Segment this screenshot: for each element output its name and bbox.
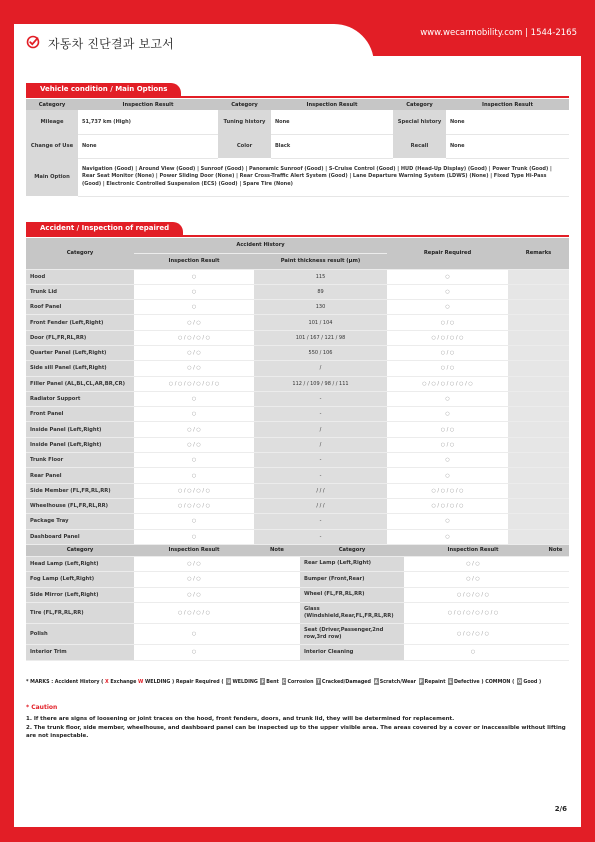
color-value: Black bbox=[271, 134, 393, 158]
accident-rows bbox=[26, 269, 569, 544]
table-row bbox=[26, 498, 569, 513]
remarks-cell bbox=[508, 453, 569, 468]
page-number: 2/6 bbox=[554, 805, 567, 813]
component-rows bbox=[26, 556, 569, 660]
inspection-result: ○ / ○ bbox=[404, 572, 542, 588]
part-label: Door (FL,FR,RL,RR) bbox=[26, 330, 134, 345]
remarks-cell bbox=[508, 391, 569, 406]
mark-a: A bbox=[374, 679, 378, 684]
component-label: Fog Lamp (Left,Right) bbox=[26, 572, 134, 588]
mark-a-label: Scratch/Wear bbox=[379, 680, 416, 685]
table-row bbox=[26, 284, 569, 299]
table-row bbox=[26, 391, 569, 406]
paint-thickness: - bbox=[254, 453, 387, 468]
accident-table bbox=[26, 238, 569, 545]
remarks-cell bbox=[508, 345, 569, 360]
component-label: Tire (FL,FR,RL,RR) bbox=[26, 603, 134, 624]
col-paint: Paint thickness result (μm) bbox=[254, 253, 387, 269]
part-label: Wheelhouse (FL,FR,RL,RR) bbox=[26, 498, 134, 513]
repair-required: ○ bbox=[387, 529, 508, 544]
paint-thickness: - bbox=[254, 407, 387, 422]
mark-o-label: Good ) bbox=[523, 680, 542, 685]
report-title: 자동차 진단결과 보고서 bbox=[48, 37, 174, 51]
paint-thickness: / bbox=[254, 361, 387, 376]
inspection-result: ○ / ○ / ○ / ○ bbox=[134, 483, 254, 498]
component-label: Polish bbox=[26, 624, 134, 645]
mark-t-label: Cracked/Damaged bbox=[321, 680, 371, 685]
part-label: Radiator Support bbox=[26, 391, 134, 406]
col-category: Category bbox=[26, 238, 134, 269]
inspection-result: ○ bbox=[134, 453, 254, 468]
table-row bbox=[26, 603, 569, 624]
part-label: Roof Panel bbox=[26, 300, 134, 315]
inspection-result: ○ / ○ bbox=[134, 315, 254, 330]
recall-value: None bbox=[446, 134, 569, 158]
note-cell bbox=[542, 572, 569, 588]
repair-required: ○ bbox=[387, 453, 508, 468]
paint-thickness: / bbox=[254, 437, 387, 452]
table-row bbox=[26, 514, 569, 529]
paint-thickness: - bbox=[254, 468, 387, 483]
component-label: Head Lamp (Left,Right) bbox=[26, 556, 134, 572]
inspection-result: ○ / ○ bbox=[134, 422, 254, 437]
part-label: Quarter Panel (Left,Right) bbox=[26, 345, 134, 360]
special-value: None bbox=[446, 110, 569, 134]
inspection-result: ○ / ○ bbox=[134, 587, 254, 603]
report-header bbox=[26, 34, 174, 53]
change-value: None bbox=[78, 134, 218, 158]
part-label: Filler Panel (AL,BL,CL,AR,BR,CR) bbox=[26, 376, 134, 391]
remarks-cell bbox=[508, 330, 569, 345]
col-result: Inspection Result bbox=[78, 99, 218, 110]
inspection-result: ○ bbox=[134, 529, 254, 544]
col-category: Category bbox=[218, 99, 271, 110]
note-cell bbox=[542, 624, 569, 645]
caution-line-2: 2. The trunk floor, side member, wheelhouse, and dashboard panel can be inspected up to the upper visible area. The areas covered by a cover or inaccessible without lifting are not inspectable. bbox=[26, 725, 566, 739]
mileage-label: Mileage bbox=[26, 110, 78, 134]
vehicle-section-tab: Vehicle condition / Main Options bbox=[26, 83, 181, 97]
note-cell bbox=[542, 587, 569, 603]
paint-thickness: / bbox=[254, 422, 387, 437]
table-row bbox=[26, 453, 569, 468]
inspection-result: ○ bbox=[134, 624, 254, 645]
repair-required: ○ bbox=[387, 284, 508, 299]
repair-required: ○ bbox=[387, 407, 508, 422]
col-remarks: Remarks bbox=[508, 238, 569, 269]
col-inspection: Inspection Result bbox=[134, 253, 254, 269]
table-row bbox=[26, 376, 569, 391]
inspection-result: ○ / ○ / ○ / ○ bbox=[404, 624, 542, 645]
table-row bbox=[26, 361, 569, 376]
section-divider bbox=[26, 96, 569, 98]
part-label: Front Fender (Left,Right) bbox=[26, 315, 134, 330]
col-category: Category bbox=[26, 99, 78, 110]
table-row bbox=[26, 315, 569, 330]
mark-f: F bbox=[261, 679, 265, 684]
contact-info: www.wecarmobility.com | 1544-2165 bbox=[420, 28, 577, 38]
caution-title: * Caution bbox=[26, 704, 58, 711]
inspection-result: ○ / ○ / ○ / ○ / ○ / ○ bbox=[404, 603, 542, 624]
paint-thickness: 101 / 104 bbox=[254, 315, 387, 330]
remarks-cell bbox=[508, 376, 569, 391]
note-cell bbox=[254, 603, 300, 624]
paint-thickness: 550 / 106 bbox=[254, 345, 387, 360]
remarks-cell bbox=[508, 300, 569, 315]
table-row bbox=[26, 422, 569, 437]
mark-t: T bbox=[317, 679, 320, 684]
component-table bbox=[26, 545, 569, 661]
component-label: Wheel (FL,FR,RL,RR) bbox=[300, 587, 404, 603]
note-cell bbox=[542, 556, 569, 572]
mark-x: X bbox=[105, 680, 109, 685]
inspection-result: ○ / ○ bbox=[134, 361, 254, 376]
inspection-result: ○ / ○ bbox=[134, 572, 254, 588]
repair-required: ○ / ○ / ○ / ○ bbox=[387, 498, 508, 513]
repair-required: ○ / ○ bbox=[387, 345, 508, 360]
inspection-result: ○ / ○ bbox=[134, 345, 254, 360]
table-row bbox=[26, 437, 569, 452]
table-row bbox=[26, 345, 569, 360]
inspection-result: ○ / ○ / ○ / ○ bbox=[404, 587, 542, 603]
repair-required: ○ bbox=[387, 514, 508, 529]
part-label: Trunk Floor bbox=[26, 453, 134, 468]
mark-f-label: Bent bbox=[266, 680, 279, 685]
inspection-result: ○ bbox=[134, 514, 254, 529]
note-cell bbox=[254, 587, 300, 603]
col-result: Inspection Result bbox=[134, 545, 254, 556]
option-value: Navigation (Good) | Around View (Good) | Sunroof (Good) | Panoramic Sunroof (Good) | S-Cruise Control (Good) | HUD (Head-Up Display) (Good) | Power Trunk (Good) | Rear Seat Monitor (None) | Power Sliding Door (None) | Rear Cross-Traffic Alert System (Good) | Lane Departure Warning System (LDWS) (None) | Fixed Type Hi-Pass (Good) | Electronic Controlled Suspension (ECS) (Good) | Spare Tire (None) bbox=[78, 158, 569, 196]
part-label: Rear Panel bbox=[26, 468, 134, 483]
accident-section-tab: Accident / Inspection of repaired bbox=[26, 222, 183, 236]
part-label: Inside Panel (Left,Right) bbox=[26, 437, 134, 452]
table-row bbox=[26, 645, 569, 661]
paint-thickness: - bbox=[254, 391, 387, 406]
table-row bbox=[26, 624, 569, 645]
check-circle-icon bbox=[26, 34, 40, 53]
part-label: Dashboard Panel bbox=[26, 529, 134, 544]
paint-thickness: - bbox=[254, 514, 387, 529]
col-result: Inspection Result bbox=[446, 99, 569, 110]
inspection-result: ○ bbox=[134, 269, 254, 284]
col-category: Category bbox=[393, 99, 446, 110]
mark-c: C bbox=[282, 679, 286, 684]
component-label: Rear Lamp (Left,Right) bbox=[300, 556, 404, 572]
component-label: Interior Cleaning bbox=[300, 645, 404, 661]
remarks-cell bbox=[508, 468, 569, 483]
remarks-cell bbox=[508, 437, 569, 452]
repair-required: ○ bbox=[387, 269, 508, 284]
vehicle-condition-table bbox=[26, 99, 569, 197]
part-label: Inside Panel (Left,Right) bbox=[26, 422, 134, 437]
change-label: Change of Use bbox=[26, 134, 78, 158]
table-row bbox=[26, 468, 569, 483]
note-cell bbox=[542, 603, 569, 624]
col-result: Inspection Result bbox=[271, 99, 393, 110]
note-cell bbox=[542, 645, 569, 661]
col-note: Note bbox=[254, 545, 300, 556]
mark-u: U bbox=[227, 679, 231, 684]
part-label: Front Panel bbox=[26, 407, 134, 422]
remarks-cell bbox=[508, 422, 569, 437]
marks-legend bbox=[26, 678, 569, 686]
inspection-result: ○ bbox=[134, 468, 254, 483]
repair-required: ○ / ○ bbox=[387, 422, 508, 437]
remarks-cell bbox=[508, 483, 569, 498]
mark-p-label: Repaint bbox=[424, 680, 446, 685]
repair-required: ○ / ○ bbox=[387, 315, 508, 330]
part-label: Package Tray bbox=[26, 514, 134, 529]
inspection-result: ○ bbox=[134, 300, 254, 315]
remarks-cell bbox=[508, 361, 569, 376]
table-row bbox=[26, 483, 569, 498]
table-row bbox=[26, 556, 569, 572]
paint-thickness: / / / bbox=[254, 483, 387, 498]
note-cell bbox=[254, 624, 300, 645]
table-row bbox=[26, 330, 569, 345]
inspection-result: ○ / ○ bbox=[134, 437, 254, 452]
mark-e: E bbox=[449, 679, 452, 684]
inspection-result: ○ / ○ / ○ / ○ bbox=[134, 330, 254, 345]
repair-required: ○ / ○ bbox=[387, 437, 508, 452]
table-row bbox=[26, 300, 569, 315]
component-label: Bumper (Front,Rear) bbox=[300, 572, 404, 588]
mark-w-label: WELDING ) Repair Required ( bbox=[145, 680, 224, 685]
color-label: Color bbox=[218, 134, 271, 158]
repair-required: ○ bbox=[387, 468, 508, 483]
option-label: Main Option bbox=[26, 158, 78, 196]
component-label: Glass (Windshield,Rear,FL,FR,RL,RR) bbox=[300, 603, 404, 624]
tuning-value: None bbox=[271, 110, 393, 134]
marks-prefix: * MARKS : Accident History ( bbox=[26, 680, 104, 685]
component-label: Seat (Driver,Passenger,2nd row,3rd row) bbox=[300, 624, 404, 645]
col-result: Inspection Result bbox=[404, 545, 542, 556]
special-label: Special history bbox=[393, 110, 446, 134]
repair-required: ○ bbox=[387, 391, 508, 406]
inspection-result: ○ bbox=[134, 284, 254, 299]
remarks-cell bbox=[508, 269, 569, 284]
repair-required: ○ / ○ / ○ / ○ / ○ / ○ bbox=[387, 376, 508, 391]
inspection-result: ○ / ○ bbox=[134, 556, 254, 572]
remarks-cell bbox=[508, 284, 569, 299]
mark-c-label: Corrosion bbox=[287, 680, 314, 685]
remarks-cell bbox=[508, 498, 569, 513]
inspection-result: ○ bbox=[404, 645, 542, 661]
part-label: Side sill Panel (Left,Right) bbox=[26, 361, 134, 376]
inspection-result: ○ / ○ bbox=[404, 556, 542, 572]
col-category: Category bbox=[300, 545, 404, 556]
inspection-result: ○ bbox=[134, 645, 254, 661]
component-label: Interior Trim bbox=[26, 645, 134, 661]
note-cell bbox=[254, 572, 300, 588]
mark-u-label: WELDING bbox=[232, 680, 258, 685]
tuning-label: Tuning history bbox=[218, 110, 271, 134]
mark-p: P bbox=[419, 679, 423, 684]
inspection-result: ○ bbox=[134, 407, 254, 422]
caution-line-1: 1. If there are signs of loosening or joint traces on the hood, front fenders, doors, and trunk lid, they will be determined for replacement. bbox=[26, 716, 455, 722]
mark-o: O bbox=[517, 679, 522, 684]
paint-thickness: 89 bbox=[254, 284, 387, 299]
repair-required: ○ / ○ / ○ / ○ bbox=[387, 483, 508, 498]
table-row bbox=[26, 529, 569, 544]
remarks-cell bbox=[508, 514, 569, 529]
part-label: Side Member (FL,FR,RL,RR) bbox=[26, 483, 134, 498]
inspection-result: ○ / ○ / ○ / ○ bbox=[134, 498, 254, 513]
part-label: Hood bbox=[26, 269, 134, 284]
repair-required: ○ / ○ / ○ / ○ bbox=[387, 330, 508, 345]
inspection-result: ○ bbox=[134, 391, 254, 406]
remarks-cell bbox=[508, 529, 569, 544]
paint-thickness: - bbox=[254, 529, 387, 544]
table-row bbox=[26, 572, 569, 588]
paint-thickness: 130 bbox=[254, 300, 387, 315]
mark-e-label: Defective ) COMMON ( bbox=[453, 680, 515, 685]
remarks-cell bbox=[508, 407, 569, 422]
table-row bbox=[26, 407, 569, 422]
table-row bbox=[26, 269, 569, 284]
mark-x-label: Exchange bbox=[110, 680, 137, 685]
inspection-result: ○ / ○ / ○ / ○ bbox=[134, 603, 254, 624]
col-note: Note bbox=[542, 545, 569, 556]
recall-label: Recall bbox=[393, 134, 446, 158]
part-label: Trunk Lid bbox=[26, 284, 134, 299]
component-label: Side Mirror (Left,Right) bbox=[26, 587, 134, 603]
mark-w: W bbox=[138, 680, 144, 685]
paint-thickness: 115 bbox=[254, 269, 387, 284]
note-cell bbox=[254, 556, 300, 572]
repair-required: ○ bbox=[387, 300, 508, 315]
inspection-result: ○ / ○ / ○ / ○ / ○ / ○ bbox=[134, 376, 254, 391]
mileage-value: 51,737 km (High) bbox=[78, 110, 218, 134]
remarks-cell bbox=[508, 315, 569, 330]
col-category: Category bbox=[26, 545, 134, 556]
section-divider bbox=[26, 235, 569, 237]
note-cell bbox=[254, 645, 300, 661]
col-accident-history: Accident History bbox=[134, 238, 387, 253]
paint-thickness: 112 / / 109 / 98 / / 111 bbox=[254, 376, 387, 391]
repair-required: ○ / ○ bbox=[387, 361, 508, 376]
paint-thickness: 101 / 167 / 121 / 98 bbox=[254, 330, 387, 345]
paint-thickness: / / / bbox=[254, 498, 387, 513]
table-row bbox=[26, 587, 569, 603]
col-repair: Repair Required bbox=[387, 238, 508, 269]
